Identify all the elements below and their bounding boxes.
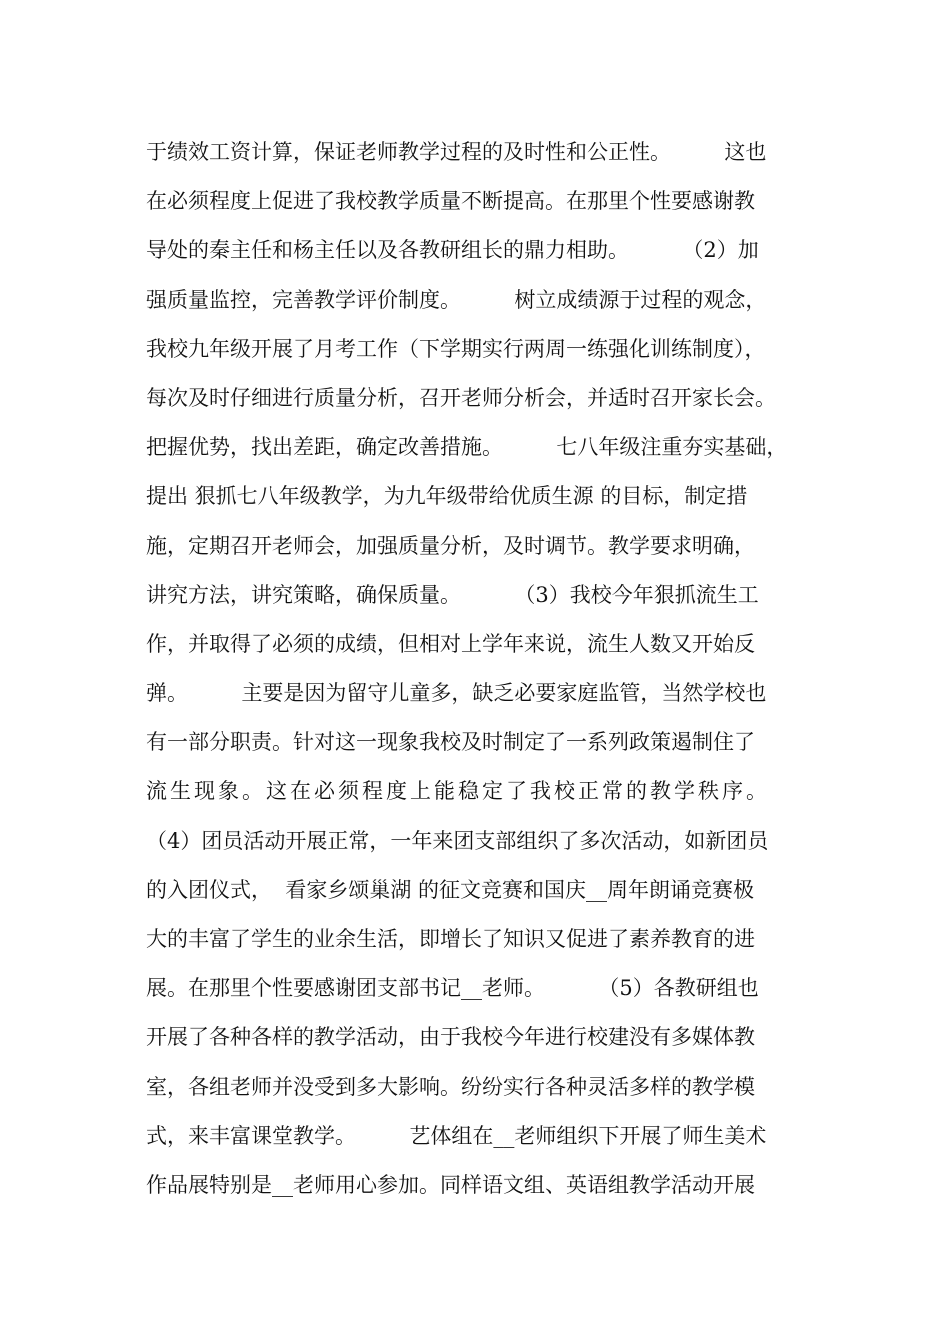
text-line: 把握优势，找出差距，确定改善措施。 七八年级注重夯实基础，: [146, 435, 788, 460]
text-line: 展。在那里个性要感谢团支部书记__老师。 （5）各教研组也: [146, 976, 759, 1001]
text-line: 弹。 主要是因为留守儿童多，缺乏必要家庭监管，当然学校也: [146, 681, 767, 706]
text-line: 每次及时仔细进行质量分析，召开老师分析会，并适时召开家长会。: [146, 385, 776, 410]
text-line: 讲究方法，讲究策略，确保质量。 （3）我校今年狠抓流生工: [146, 582, 759, 607]
text-line: 提出 狠抓七八年级教学，为九年级带给优质生源 的目标，制定措: [146, 484, 748, 509]
text-line: 强质量监控，完善教学评价制度。 树立成绩源于过程的观念，: [146, 287, 767, 312]
text-line: 我校九年级开展了月考工作（下学期实行两周一练强化训练制度），: [146, 336, 766, 361]
text-line: 有一部分职责。针对这一现象我校及时制定了一系列政策遏制住了: [146, 730, 755, 755]
text-line: 在必须程度上促进了我校教学质量不断提高。在那里个性要感谢教: [146, 189, 755, 214]
text-line: 导处的秦主任和杨主任以及各教研组长的鼎力相助。 （2）加: [146, 238, 759, 263]
text-line: 开展了各种各样的教学活动，由于我校今年进行校建没有多媒体教: [146, 1025, 755, 1050]
text-line: 作品展特别是__老师用心参加。同样语文组、英语组教学活动开展: [146, 1172, 755, 1197]
text-line: 的入团仪式， 看家乡颂巢湖 的征文竞赛和国庆__周年朗诵竞赛极: [146, 877, 755, 902]
document-body: [146, 132, 826, 1214]
text-line: 式，来丰富课堂教学。 艺体组在__老师组织下开展了师生美术: [146, 1123, 767, 1148]
text-line: 施，定期召开老师会，加强质量分析，及时调节。教学要求明确，: [146, 533, 755, 558]
text-line: 流生现象。这在必须程度上能稳定了我校正常的教学秩序。: [146, 779, 770, 804]
text-line: 作，并取得了必须的成绩，但相对上学年来说，流生人数又开始反: [146, 631, 755, 656]
text-line: 大的丰富了学生的业余生活，即增长了知识又促进了素养教育的进: [146, 927, 755, 951]
text-line: 于绩效工资计算，保证老师教学过程的及时性和公正性。 这也: [146, 140, 767, 164]
text-line: 室，各组老师并没受到多大影响。纷纷实行各种灵活多样的教学模: [146, 1074, 755, 1099]
text-line: （4）团员活动开展正常，一年来团支部组织了多次活动，如新团员: [146, 828, 769, 853]
